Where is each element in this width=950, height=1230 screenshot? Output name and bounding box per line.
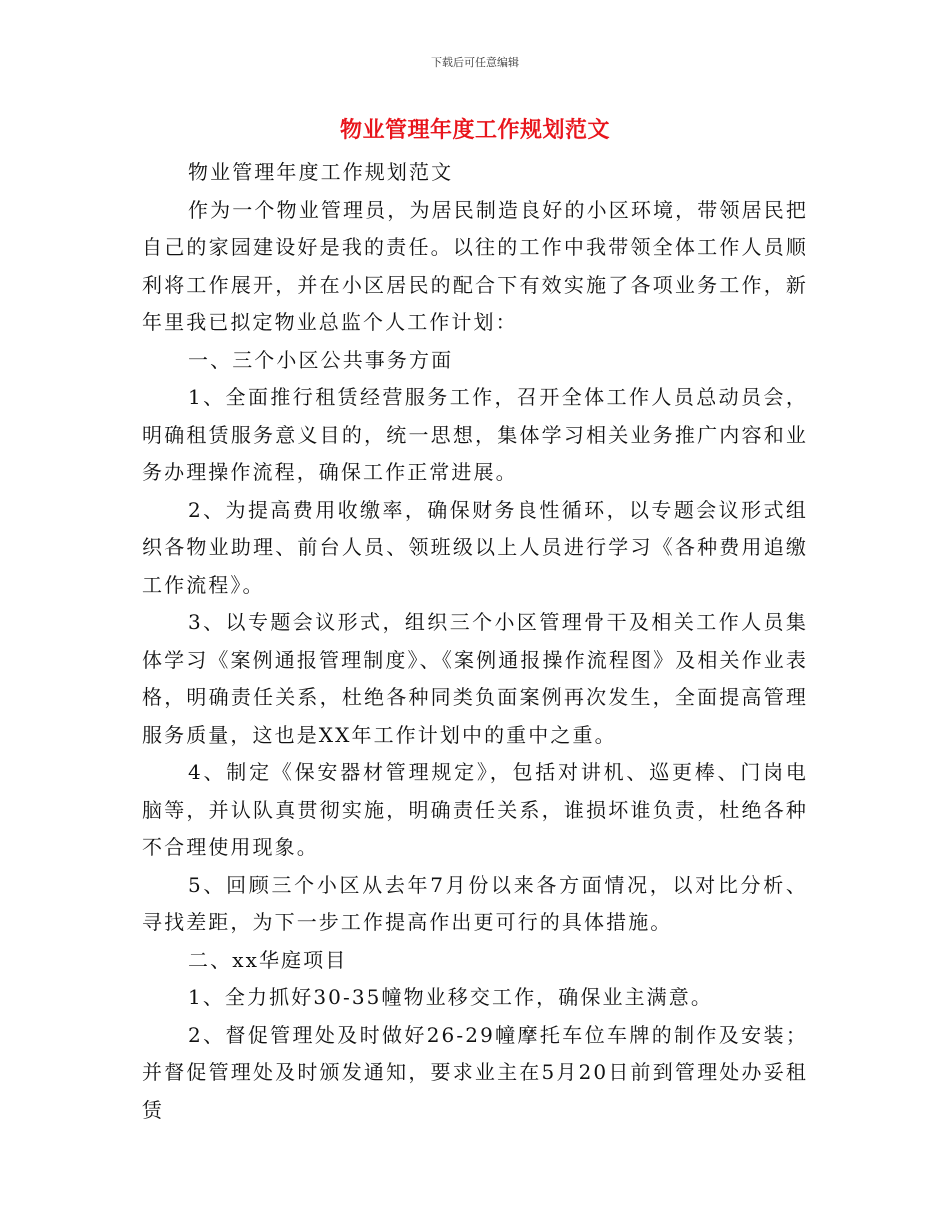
paragraph-item-4: 4、制定《保安器材管理规定》，包括对讲机、巡更棒、门岗电脑等，并认队真贯彻实施，明确责任关系，谁损坏谁负责，杜绝各种不合理使用现象。 (142, 760, 808, 859)
paragraph-subtitle: 物业管理年度工作规划范文 (188, 160, 454, 184)
section-heading-project: 二、xx华庭项目 (188, 947, 348, 972)
header-note: 下载后可任意编辑 (431, 56, 519, 69)
document-title: 物业管理年度工作规划范文 (339, 117, 610, 143)
paragraph-project-item-2: 2、督促管理处及时做好26-29幢摩托车位车牌的制作及安装；并督促管理处及时颁发通知，要求业主在5月20日前到管理处办妥租赁 (142, 1022, 808, 1122)
paragraph-item-1: 1、全面推行租赁经营服务工作，召开全体工作人员总动员会，明确租赁服务意义目的，统一思想，集体学习相关业务推广内容和业务办理操作流程，确保工作正常进展。 (142, 385, 808, 484)
document-body (142, 154, 808, 1129)
paragraph-project-item-1: 1、全力抓好30-35幢物业移交工作，确保业主满意。 (188, 985, 713, 1009)
paragraph-item-2: 2、为提高费用收缴率，确保财务良性循环，以专题会议形式组织各物业助理、前台人员、领班级以上人员进行学习《各种费用追缴工作流程》。 (142, 497, 808, 597)
paragraph-item-3: 3、以专题会议形式，组织三个小区管理骨干及相关工作人员集体学习《案例通报管理制度》、《案例通报操作流程图》及相关作业表格，明确责任关系，杜绝各种同类负面案例再次发生，全面提高管理服务质量，这也是XX年工作计划中的重中之重。 (142, 610, 808, 747)
paragraph-intro: 作为一个物业管理员，为居民制造良好的小区环境，带领居民把自己的家园建设好是我的责任。以往的工作中我带领全体工作人员顺利将工作展开，并在小区居民的配合下有效实施了各项业务工作，新年里我已拟定物业总监个人工作计划： (142, 197, 808, 334)
section-heading-public-affairs: 一、三个小区公共事务方面 (188, 347, 454, 372)
paragraph-item-5: 5、回顾三个小区从去年7月份以来各方面情况，以对比分析、寻找差距，为下一步工作提高作出更可行的具体措施。 (142, 872, 808, 934)
